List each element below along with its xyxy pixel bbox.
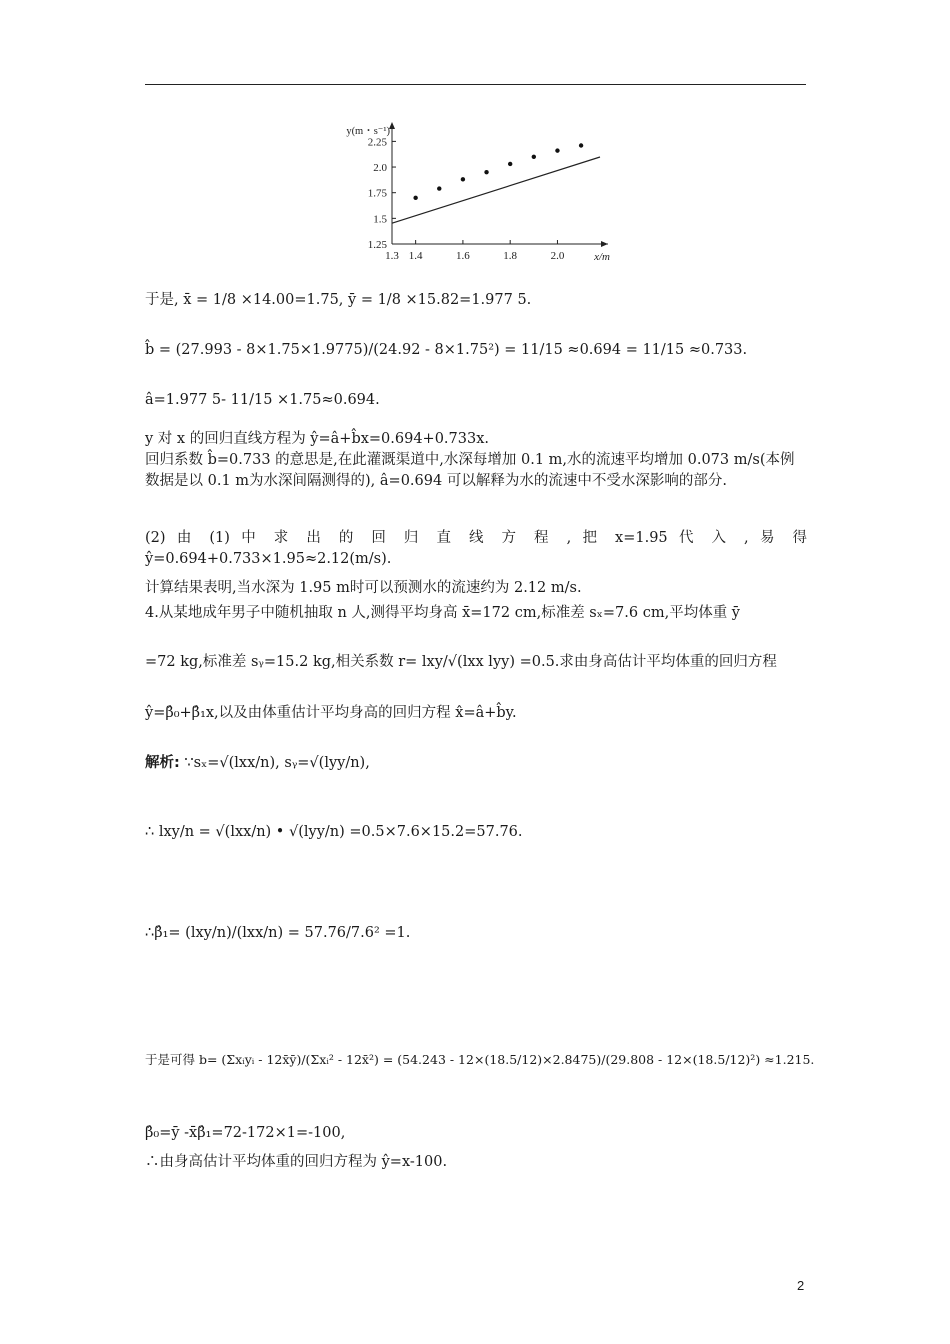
y-tick-label: 1.5 (373, 213, 387, 226)
data-point (437, 186, 441, 190)
x-tick-label: 1.6 (456, 250, 470, 262)
text-paragraph-5: 回归系数 b̂=0.733 的意思是,在此灌溉渠道中,水深每增加 0.1 m,水的流速平均增加 0.073 m/s(本例数据是以 0.1 m为水深间隔测得的), â=0.694 可以解释为水的流速中不受水深影响的部分. (145, 452, 795, 489)
y-axis-label: y(m・s⁻¹) (346, 126, 390, 137)
solution-label: 解析: (145, 755, 180, 771)
text-line-8: 计算结果表明,当水深为 1.95 m时可以预测水的流速约为 2.12 m/s. (145, 580, 582, 596)
text-line-7: ŷ=0.694+0.733×1.95≈2.12(m/s). (145, 551, 392, 567)
data-point (508, 162, 512, 166)
text-line-2: b̂ = (27.993 - 8×1.75×1.9775)/(24.92 - 8×1.75²) = 11/15 ≈0.694 = 11/15 ≈0.733. (145, 342, 748, 358)
x-tick-label: 1.3 (385, 250, 399, 262)
text-line-1: 于是, x̄ = 1/8 ×14.00=1.75, ȳ = 1/8 ×15.82=1.977 5. (145, 292, 532, 308)
text-line-14: ∴β̂₁= (lxy/n)/(lxx/n) = 57.76/7.6² =1. (145, 925, 411, 941)
header-rule (145, 84, 806, 85)
regression-line (392, 157, 600, 223)
data-point (555, 148, 559, 152)
x-axis-label: x/m (594, 251, 610, 263)
text-line-13: ∴ lxy/n = √(lxx/n) • √(lyy/n) =0.5×7.6×15.2=57.76. (145, 824, 523, 840)
data-point (461, 177, 465, 181)
data-point (413, 196, 417, 200)
text-line-10: =72 kg,标准差 sᵧ=15.2 kg,相关系数 r= lxy/√(lxx lyy) =0.5.求由身高估计平均体重的回归方程 (145, 654, 777, 670)
y-tick-label: 2.25 (367, 136, 387, 149)
data-point (532, 155, 536, 159)
x-axis-arrow (601, 241, 608, 247)
text-line-11: ŷ=β̂₀+β̂₁x,以及由体重估计平均身高的回归方程 x̂=â+b̂y. (145, 705, 517, 721)
text-line-6: (2) 由 (1) 中 求 出 的 回 归 直 线 方 程 , 把 x=1.95 代 入 , 易 得 (145, 530, 807, 546)
text-line-17: ∴由身高估计平均体重的回归方程为 ŷ=x-100. (145, 1154, 448, 1170)
y-tick-label: 1.75 (367, 187, 387, 200)
solution-line (145, 751, 370, 772)
text-line-15: 于是可得 b= (Σxᵢyᵢ - 12x̄ȳ)/(Σxᵢ² - 12x̄²) = (54.243 - 12×(18.5/12)×2.8475)/(29.808 - 12×(18.5/12)²) ≈1.215. (145, 1052, 815, 1067)
text-line-3: â=1.977 5- 11/15 ×1.75≈0.694. (145, 392, 380, 408)
scatter-chart (330, 118, 620, 268)
text-line-16: β̂₀=ȳ -x̄β̂₁=72-172×1=-100, (145, 1125, 346, 1141)
x-tick-label: 1.4 (408, 250, 423, 262)
data-point (484, 170, 488, 174)
x-tick-label: 1.8 (503, 250, 518, 262)
solution-text: ∵sₓ=√(lxx/n), sᵧ=√(lyy/n), (184, 755, 370, 771)
text-line-4: y 对 x 的回归直线方程为 ŷ=â+b̂x=0.694+0.733x. (145, 431, 490, 447)
page-number: 2 (797, 1278, 805, 1293)
x-tick-label: 2.0 (550, 250, 565, 262)
text-line-9: 4.从某地成年男子中随机抽取 n 人,测得平均身高 x̄=172 cm,标准差 sₓ=7.6 cm,平均体重 ȳ (145, 605, 740, 621)
y-tick-label: 2.0 (373, 162, 387, 175)
y-tick-label: 1.25 (367, 239, 387, 251)
data-point (579, 143, 583, 147)
